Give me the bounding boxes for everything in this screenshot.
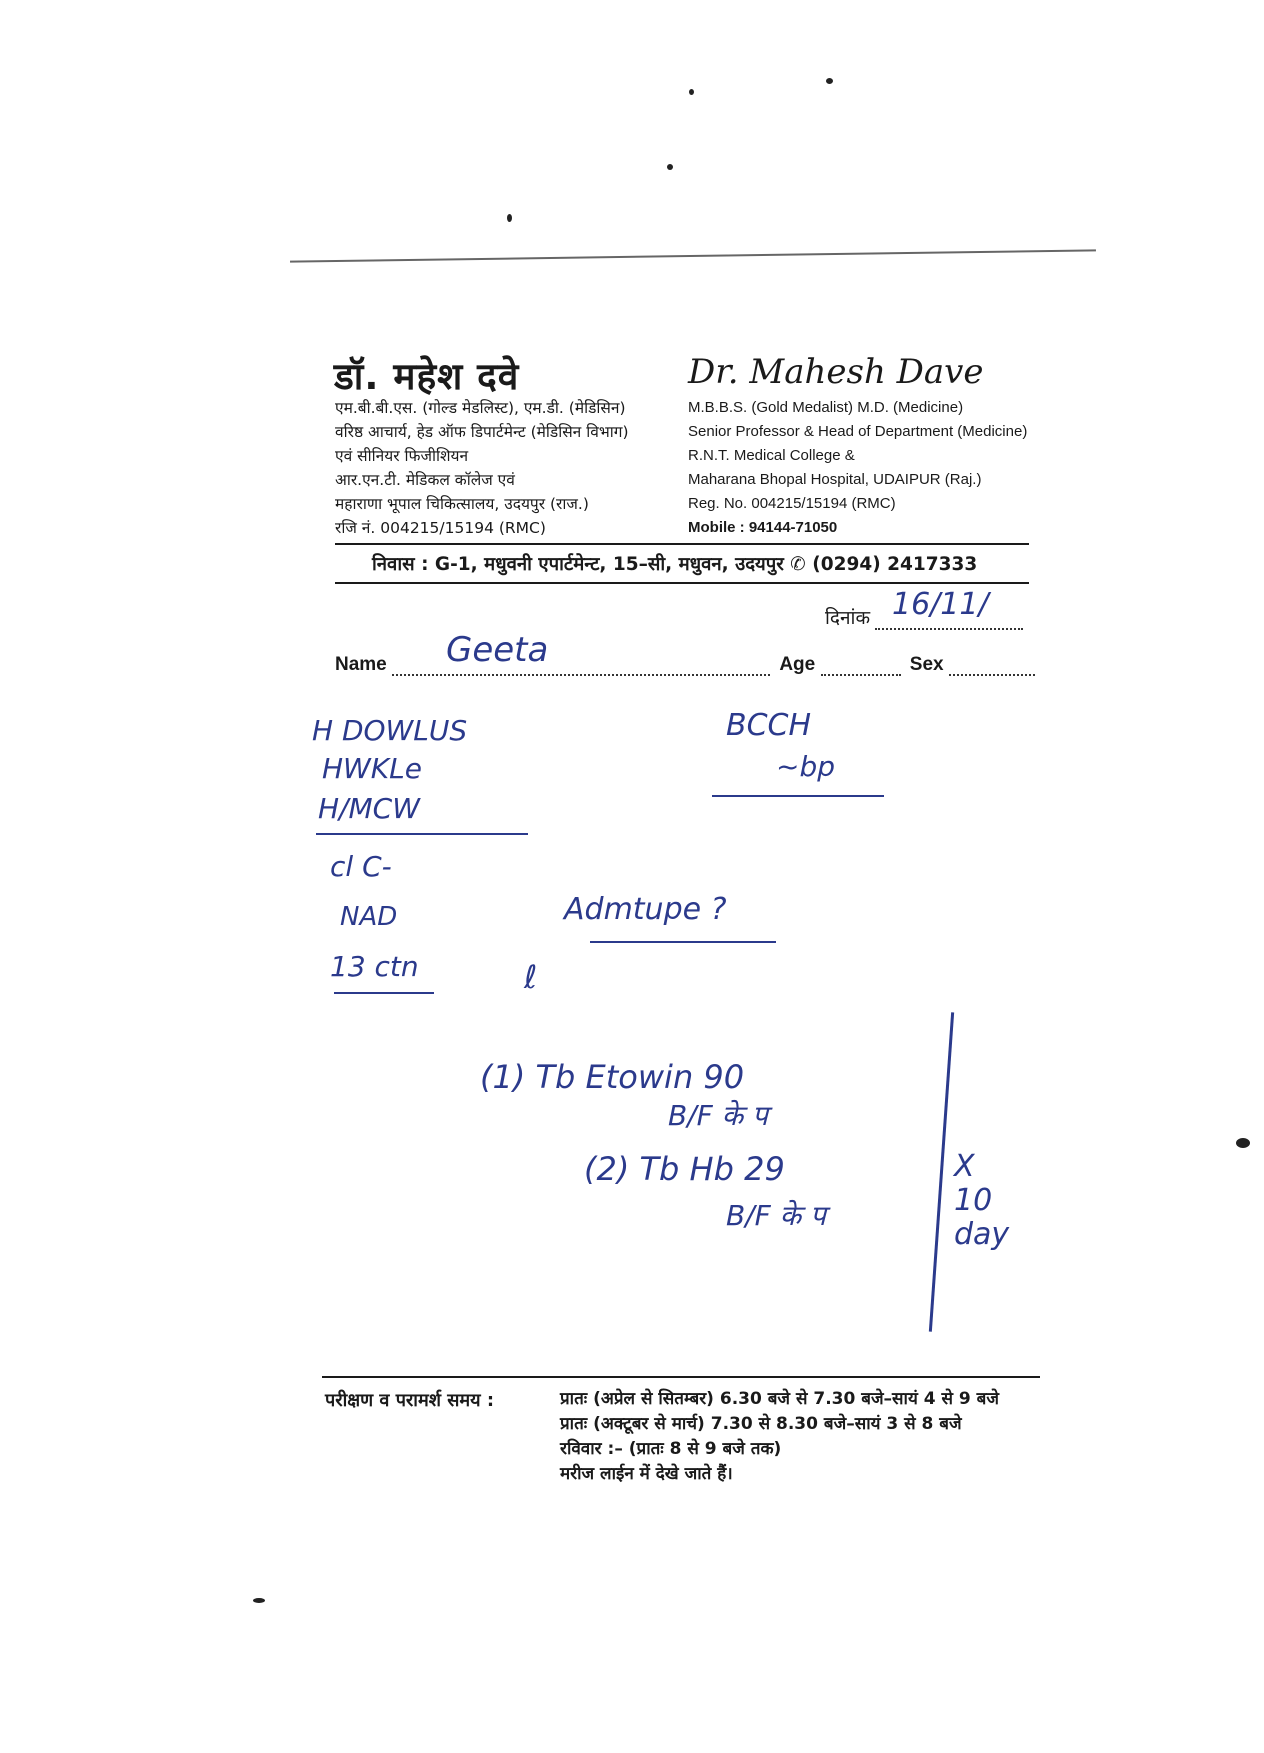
address-bottom-rule (335, 582, 1029, 584)
note-left-2: HWKLe (322, 752, 422, 785)
qual-en-line: Reg. No. 004215/15194 (RMC) (688, 495, 896, 512)
patient-field-row (335, 654, 1035, 676)
sex-label: Sex (909, 654, 944, 675)
timing-line: रविवार :– (प्रातः 8 से 9 बजे तक) (560, 1439, 782, 1459)
consultation-timings (560, 1387, 999, 1487)
duration-note: X 10 day (954, 1149, 1010, 1252)
patient-name-value: Geeta (446, 630, 549, 670)
stray-mark: ℓ (524, 958, 538, 996)
qual-hi-line: एम.बी.बी.एस. (गोल्ड मेडलिस्ट), एम.डी. (मेडिसिन) (335, 399, 626, 417)
rx-line-3: (2) Tb Hb 29 (584, 1150, 785, 1188)
qual-en-line: R.N.T. Medical College & (688, 447, 855, 464)
paper-speck (667, 164, 673, 170)
rx-line-1: (1) Tb Etowin 90 (480, 1058, 745, 1096)
paper-speck (689, 89, 694, 95)
date-label: दिनांक (825, 607, 871, 629)
note-right-1: BCCH (726, 708, 812, 743)
note-left-1: H DOWLUS (312, 714, 468, 747)
qual-hi-line: महाराणा भूपाल चिकित्सालय, उदयपुर (राज.) (335, 495, 589, 513)
duration-bracket-line (929, 1012, 954, 1331)
paper-speck (1236, 1138, 1250, 1148)
qual-en-line: M.B.B.S. (Gold Medalist) M.D. (Medicine) (688, 399, 964, 416)
qual-hi-line: रजि नं. 004215/15194 (RMC) (335, 519, 546, 537)
sheet-top-edge (290, 249, 1096, 262)
date-value: 16/11/ (892, 587, 989, 622)
age-dots (821, 674, 901, 676)
note-left-3: H/MCW (318, 792, 420, 825)
qual-en-line: Mobile : 94144-71050 (688, 519, 838, 536)
qual-hi-line: आर.एन.टी. मेडिकल कॉलेज एवं (335, 471, 515, 489)
address-top-rule (335, 543, 1029, 545)
sex-dots (949, 674, 1035, 676)
qualifications-english (688, 396, 1027, 540)
doctor-name-english: Dr. Mahesh Dave (688, 352, 984, 392)
qual-en-line: Senior Professor & Head of Department (Medicine) (688, 423, 1028, 440)
note-underline (712, 795, 884, 797)
qualifications-hindi (335, 396, 629, 540)
footer-rule (322, 1376, 1040, 1378)
doctor-name-hindi: डॉ. महेश दवे (334, 355, 520, 398)
age-label: Age (779, 654, 816, 675)
qual-en-line: Maharana Bhopal Hospital, UDAIPUR (Raj.) (688, 471, 982, 488)
name-dots (392, 674, 770, 676)
paper-speck (507, 214, 512, 222)
qual-hi-line: एवं सीनियर फिजीशियन (335, 447, 469, 465)
clinic-address: निवास : G-1, मधुवनी एपार्टमेन्ट, 15–सी, मधुवन, उदयपुर ✆ (0294) 2417333 (372, 554, 978, 575)
footer-label: परीक्षण व परामर्श समय : (325, 1390, 495, 1411)
note-right-2: ~bp (776, 750, 836, 783)
paper-speck (826, 78, 833, 84)
note-left-5: NAD (340, 902, 398, 932)
timing-line: मरीज लाईन में देखे जाते हैं। (560, 1464, 733, 1484)
note-underline (590, 941, 776, 943)
name-label: Name (335, 654, 387, 675)
timing-line: प्रातः (अक्टूबर से मार्च) 7.30 से 8.30 बजे–सायं 3 से 8 बजे (560, 1414, 962, 1434)
date-dots (875, 628, 1023, 630)
note-left-4: cl C- (330, 850, 392, 883)
qual-hi-line: वरिष्ठ आचार्य, हेड ऑफ डिपार्टमेन्ट (मेडिसिन विभाग) (335, 423, 629, 441)
rx-line-2: B/F के प (668, 1099, 768, 1132)
note-underline (316, 833, 528, 835)
timing-line: प्रातः (अप्रेल से सितम्बर) 6.30 बजे से 7.30 बजे–सायं 4 से 9 बजे (560, 1389, 999, 1409)
paper-speck (253, 1598, 265, 1603)
note-mid: Admtupe ? (564, 892, 727, 927)
rx-line-4: B/F के प (726, 1199, 826, 1232)
note-left-6: 13 ctn (330, 950, 419, 983)
note-underline (334, 992, 434, 994)
